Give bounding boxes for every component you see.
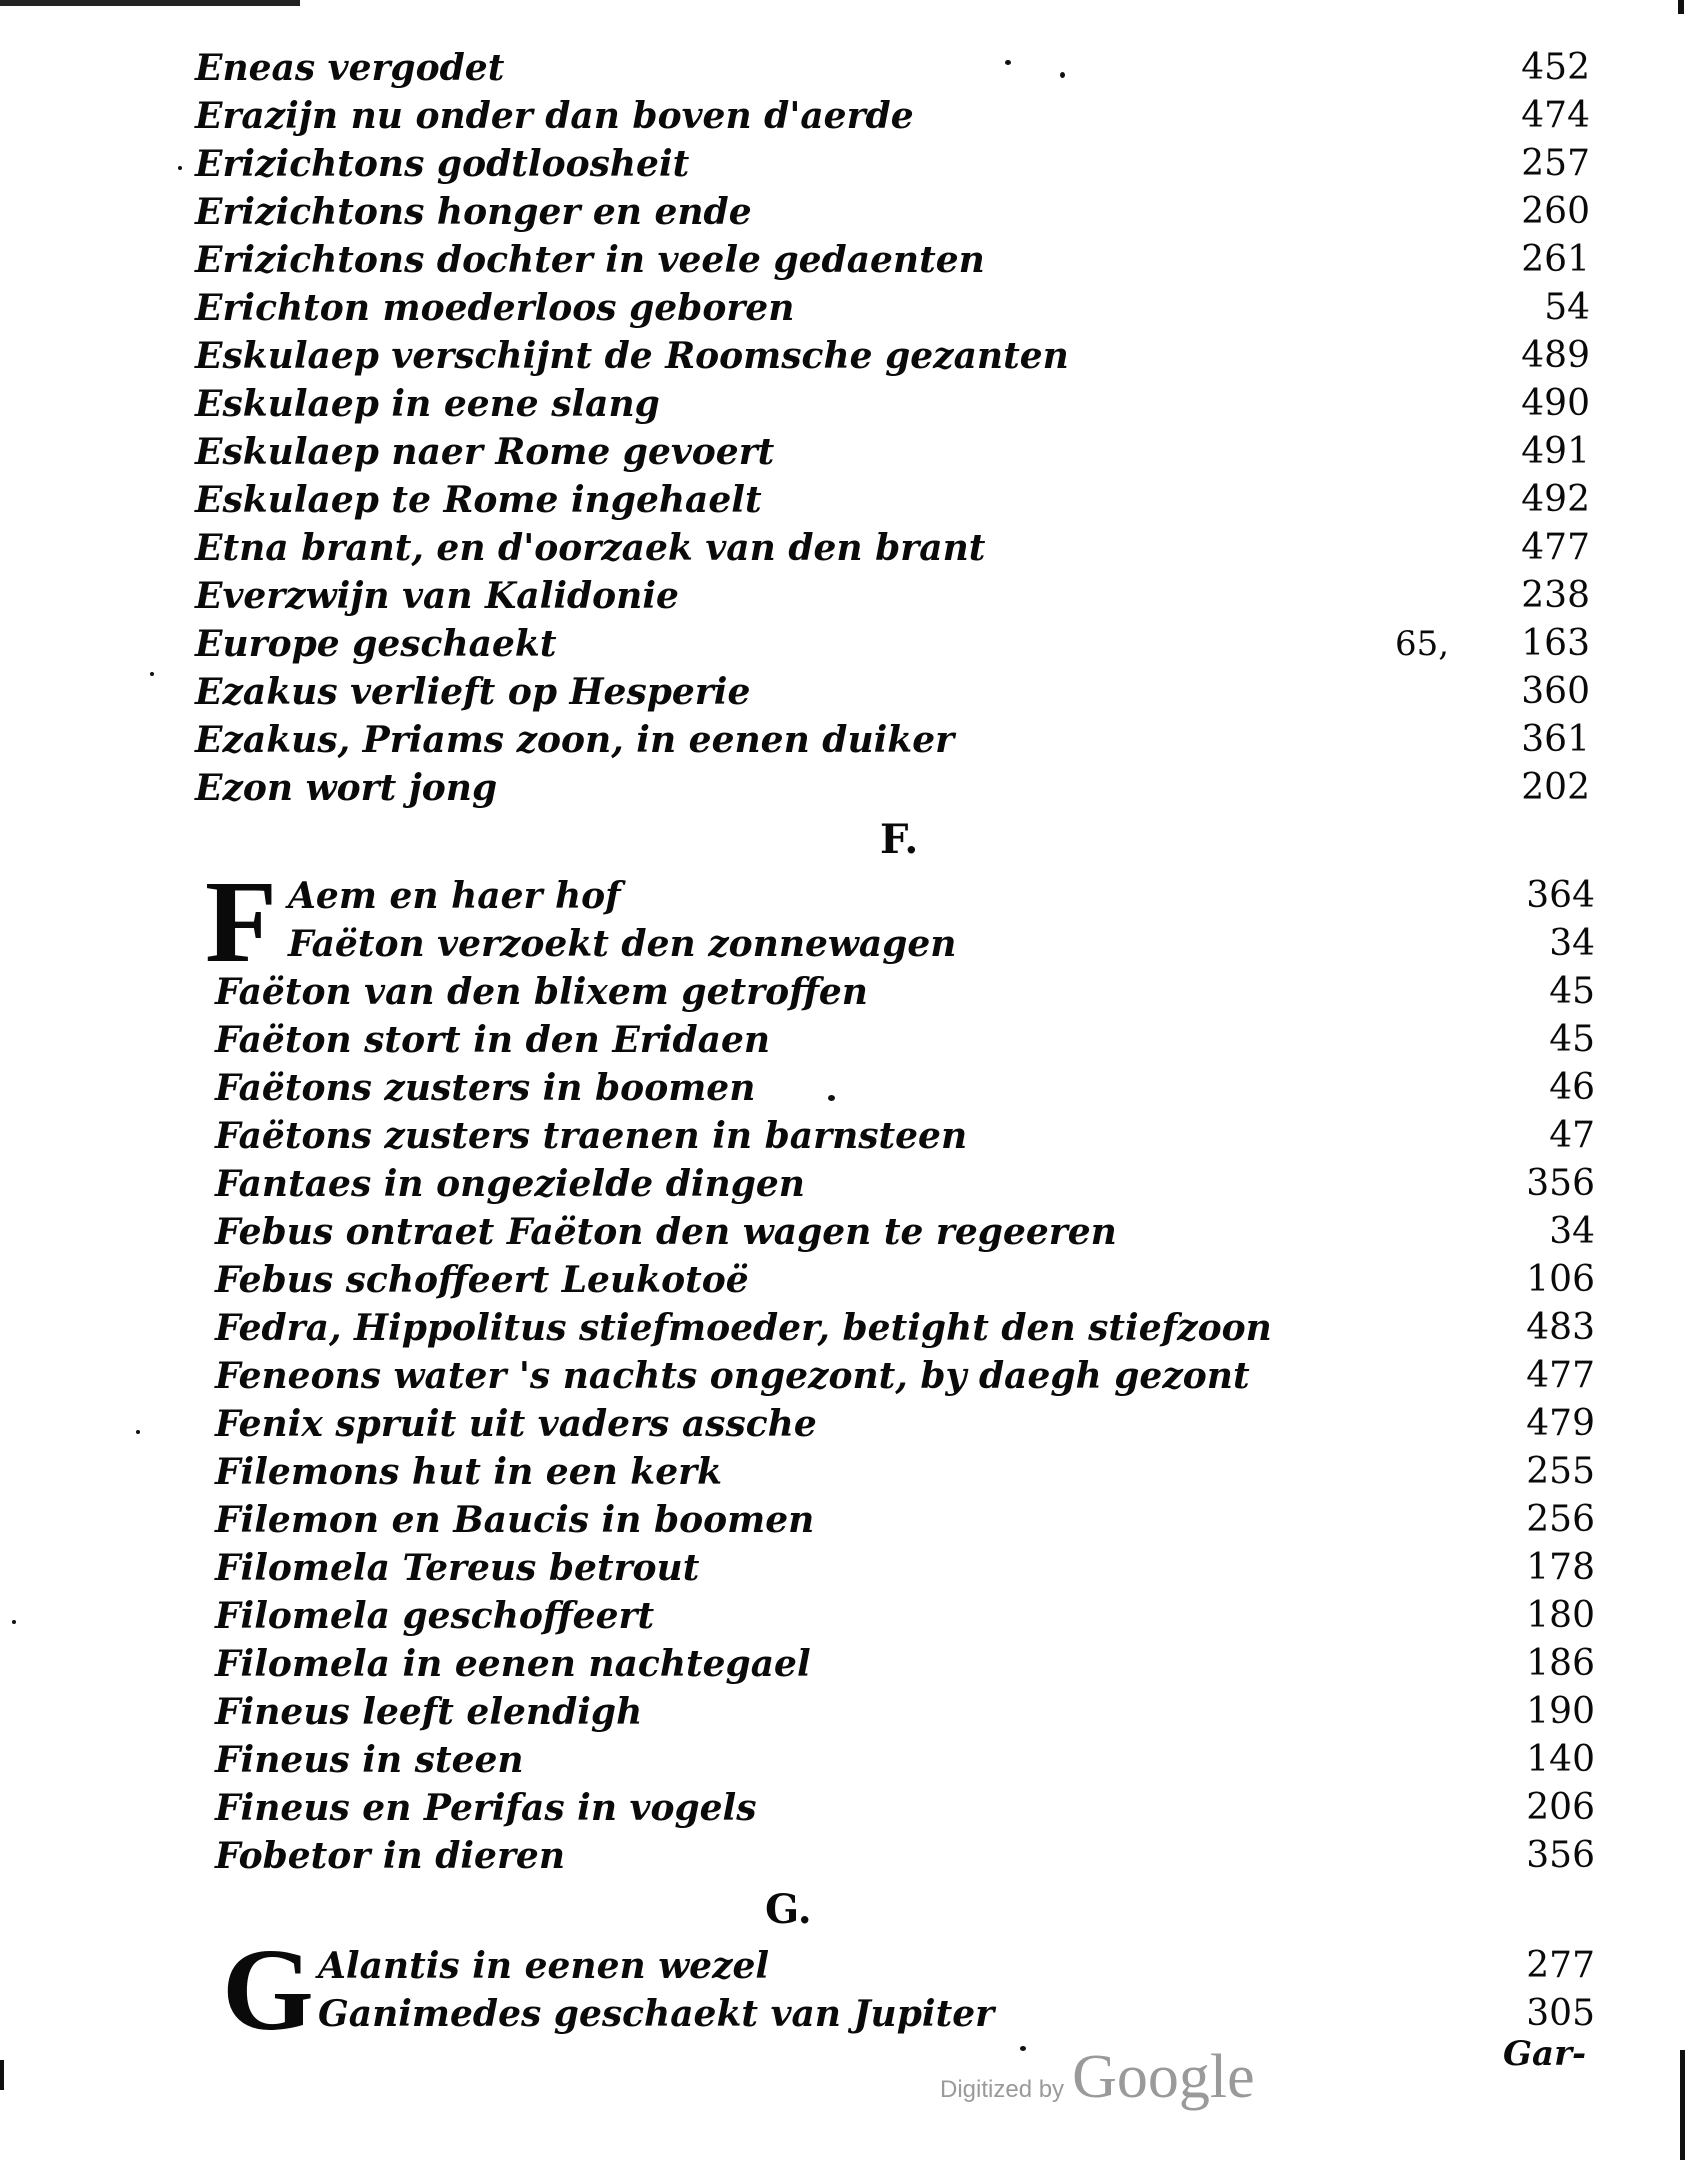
- entry-page: 190: [1526, 1691, 1595, 1732]
- section-heading-g: G.: [765, 1886, 812, 1933]
- scan-edge-mark: [0, 0, 300, 6]
- entry-page: 178: [1526, 1547, 1595, 1588]
- entry-text: Faëton stort in den Eridaen: [215, 1019, 771, 1061]
- entry-page: 140: [1526, 1739, 1595, 1780]
- entry-page: 356: [1526, 1835, 1595, 1876]
- entry-text: Alantis in eenen wezel: [318, 1945, 770, 1987]
- index-entry: [215, 1160, 1595, 1208]
- index-entry: [195, 428, 1590, 476]
- scan-speck: [828, 1095, 835, 1101]
- entry-page: 474: [1521, 95, 1590, 136]
- index-entry: [195, 92, 1590, 140]
- entry-page: 45: [1549, 1019, 1595, 1060]
- entry-page: 305: [1526, 1993, 1595, 2034]
- index-entry: [215, 1400, 1595, 1448]
- catchword: Gar-: [1503, 2034, 1587, 2074]
- entry-page: 261: [1521, 239, 1590, 280]
- entry-page: 489: [1521, 335, 1590, 376]
- index-entry: [215, 1256, 1595, 1304]
- entry-text: Febus ontraet Faëton den wagen te regeeren: [215, 1211, 1117, 1253]
- entry-text: Europe geschaekt: [195, 623, 557, 665]
- index-entry: [318, 1942, 1595, 1990]
- google-watermark: [940, 2042, 1255, 2113]
- watermark-logo: Google: [1072, 2043, 1255, 2111]
- scan-edge-mark: [1678, 0, 1684, 14]
- entry-text: Filemons hut in een kerk: [215, 1451, 723, 1493]
- entry-text: Faëton verzoekt den zonnewagen: [288, 923, 957, 965]
- scan-speck: [1020, 2046, 1026, 2051]
- entry-text: Ezakus, Priams zoon, in eenen duiker: [195, 719, 955, 761]
- scan-speck: [150, 672, 154, 676]
- index-entry: [215, 1688, 1595, 1736]
- entry-page: 257: [1521, 143, 1590, 184]
- entry-text: Feneons water 's nachts ongezont, by daegh gezont: [215, 1355, 1250, 1397]
- index-entry: [318, 1990, 1595, 2038]
- index-entry: [215, 1784, 1595, 1832]
- index-entry: [195, 668, 1590, 716]
- index-entry: [195, 236, 1590, 284]
- entry-page: 106: [1526, 1259, 1595, 1300]
- entry-page: 477: [1521, 527, 1590, 568]
- entry-extra-page: 65,: [1395, 624, 1450, 664]
- index-entry: [288, 920, 1595, 968]
- entry-page: 483: [1526, 1307, 1595, 1348]
- entry-page: 34: [1549, 1211, 1595, 1252]
- entry-text: Fantaes in ongezielde dingen: [215, 1163, 805, 1205]
- entry-page: 45: [1549, 971, 1595, 1012]
- entry-page: 238: [1521, 575, 1590, 616]
- index-entry: [215, 1112, 1595, 1160]
- entry-text: Faëton van den blixem getroffen: [215, 971, 868, 1013]
- index-entry: [215, 1736, 1595, 1784]
- entry-text: Fedra, Hippolitus stiefmoeder, betight den stiefzoon: [215, 1307, 1272, 1349]
- entry-text: Filomela in eenen nachtegael: [215, 1643, 811, 1685]
- index-entry: [215, 1304, 1595, 1352]
- index-entry: [195, 284, 1590, 332]
- entry-text: Eneas vergodet: [195, 47, 505, 89]
- index-entry: [215, 1592, 1595, 1640]
- entry-text: Ezon wort jong: [195, 767, 498, 809]
- drop-cap-g: G: [222, 1924, 314, 2055]
- section-heading-f: F.: [880, 816, 919, 863]
- entry-text: Everzwijn van Kalidonie: [195, 575, 679, 617]
- index-entry: [215, 1352, 1595, 1400]
- entry-text: Erazijn nu onder dan boven d'aerde: [195, 95, 914, 137]
- index-entry: [195, 140, 1590, 188]
- entry-page: 186: [1526, 1643, 1595, 1684]
- entry-text: Fineus leeft elendigh: [215, 1691, 643, 1733]
- entry-text: Aem en haer hof: [288, 875, 621, 917]
- entry-text: Eskulaep in eene slang: [195, 383, 660, 425]
- entry-text: Fobetor in dieren: [215, 1835, 565, 1877]
- entry-text: Filomela geschoffeert: [215, 1595, 655, 1637]
- entry-text: Fineus en Perifas in vogels: [215, 1787, 757, 1829]
- entry-page: 277: [1526, 1945, 1595, 1986]
- entry-text: Filemon en Baucis in boomen: [215, 1499, 815, 1541]
- index-entry: [215, 1544, 1595, 1592]
- index-entry: [195, 332, 1590, 380]
- entry-text: Fenix spruit uit vaders assche: [215, 1403, 817, 1445]
- index-entry: [195, 764, 1590, 812]
- index-entry: [215, 1016, 1595, 1064]
- entry-page: 491: [1521, 431, 1590, 472]
- index-entry: [288, 872, 1595, 920]
- index-entry: [215, 968, 1595, 1016]
- entry-text: Ganimedes geschaekt van Jupiter: [318, 1993, 995, 2035]
- entry-page: 361: [1521, 719, 1590, 760]
- index-entry: [215, 1496, 1595, 1544]
- entry-text: Ezakus verlieft op Hesperie: [195, 671, 751, 713]
- entry-page: 206: [1526, 1787, 1595, 1828]
- scan-speck: [178, 166, 182, 170]
- index-entry: [195, 572, 1590, 620]
- index-entry: [195, 524, 1590, 572]
- entry-page: 360: [1521, 671, 1590, 712]
- entry-text: Filomela Tereus betrout: [215, 1547, 700, 1589]
- entry-text: Eskulaep te Rome ingehaelt: [195, 479, 762, 521]
- entry-page: 490: [1521, 383, 1590, 424]
- entry-page: 202: [1521, 767, 1590, 808]
- scan-speck: [136, 1430, 140, 1434]
- entry-page: 477: [1526, 1355, 1595, 1396]
- entry-page: 452: [1521, 47, 1590, 88]
- entry-text: Fineus in steen: [215, 1739, 524, 1781]
- index-entry: [195, 44, 1590, 92]
- index-entry: [215, 1064, 1595, 1112]
- entry-text: Faëtons zusters traenen in barnsteen: [215, 1115, 968, 1157]
- watermark-prefix: Digitized by: [940, 2076, 1065, 2103]
- entry-page: 34: [1549, 923, 1595, 964]
- entry-page: 255: [1526, 1451, 1595, 1492]
- index-entry: [195, 476, 1590, 524]
- entry-text: Erichton moederloos geboren: [195, 287, 795, 329]
- index-entry: [195, 188, 1590, 236]
- entry-text: Febus schoffeert Leukotoë: [215, 1259, 749, 1301]
- entry-text: Faëtons zusters in boomen: [215, 1067, 756, 1109]
- entry-page: 356: [1526, 1163, 1595, 1204]
- entry-text: Erizichtons godtloosheit: [195, 143, 690, 185]
- scan-edge-mark: [1680, 2050, 1685, 2160]
- drop-cap-f: F: [205, 856, 278, 987]
- index-entry: [215, 1832, 1595, 1880]
- scan-speck: [1060, 72, 1065, 78]
- entry-page: 54: [1544, 287, 1590, 328]
- entry-page: 256: [1526, 1499, 1595, 1540]
- entry-page: 260: [1521, 191, 1590, 232]
- index-entry: [215, 1448, 1595, 1496]
- entry-page: 364: [1526, 875, 1595, 916]
- index-entry: [215, 1208, 1595, 1256]
- index-entry: [215, 1640, 1595, 1688]
- scan-edge-mark: [0, 2060, 4, 2090]
- entry-page: 47: [1549, 1115, 1595, 1156]
- index-entry: [195, 716, 1590, 764]
- entry-page: 492: [1521, 479, 1590, 520]
- scan-speck: [1005, 60, 1011, 65]
- entry-page: 180: [1526, 1595, 1595, 1636]
- scan-speck: [12, 1620, 16, 1624]
- entry-text: Etna brant, en d'oorzaek van den brant: [195, 527, 986, 569]
- entry-page: 46: [1549, 1067, 1595, 1108]
- index-entry: [195, 620, 1590, 668]
- entry-text: Erizichtons honger en ende: [195, 191, 752, 233]
- entry-text: Erizichtons dochter in veele gedaenten: [195, 239, 985, 281]
- entry-text: Eskulaep naer Rome gevoert: [195, 431, 775, 473]
- index-entry: [195, 380, 1590, 428]
- entry-page: 479: [1526, 1403, 1595, 1444]
- entry-text: Eskulaep verschijnt de Roomsche gezanten: [195, 335, 1069, 377]
- entry-page: 163: [1521, 623, 1590, 664]
